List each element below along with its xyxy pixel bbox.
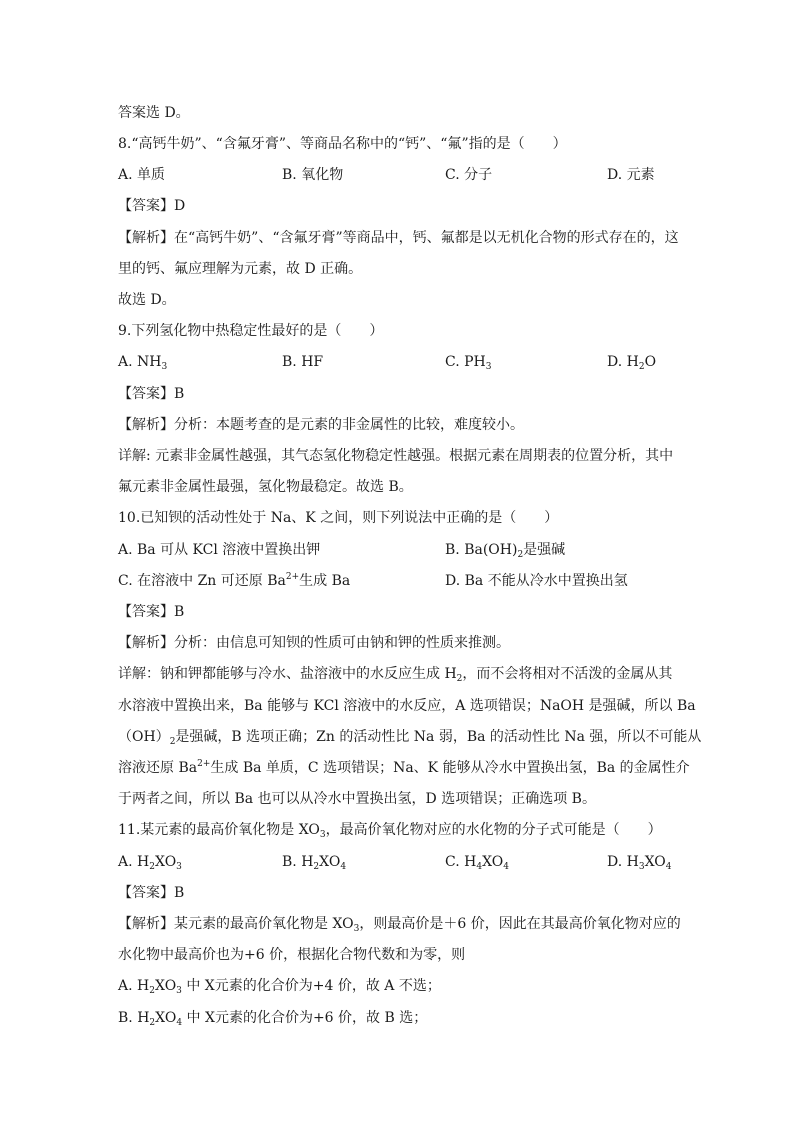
previous-conclusion: 答案选 D。 bbox=[118, 105, 190, 121]
q11-analysis-line2: 水化物中最高价也为+6 价，根据化合物代数和为零，则 bbox=[118, 947, 466, 963]
q10-option-a: A. Ba 可从 KCl 溶液中置换出钾 bbox=[118, 542, 321, 558]
q10-detail-line5: 于两者之间，所以 Ba 也可以从冷水中置换出氢，D 选项错误；正确选项 B。 bbox=[118, 791, 596, 807]
q8-conclusion: 故选 D。 bbox=[118, 292, 176, 308]
q8-option-b: B. 氧化物 bbox=[282, 167, 344, 183]
q8-analysis-line2: 里的钙、氟应理解为元素，故 D 正确。 bbox=[118, 261, 363, 277]
q11-option-c: C. $H_4XO_4$ bbox=[445, 854, 509, 872]
q11-option-d: D. $H_3XO_4$ bbox=[607, 854, 672, 872]
q9-analysis: 【解析】分析：本题考查的是元素的非金属性的比较，难度较小。 bbox=[118, 417, 524, 433]
q11-analysis-option-b: B. $H_2XO_4$ 中 X元素的化合价为+6 价，故 B 选； bbox=[118, 1010, 428, 1028]
q9-option-b: B. HF bbox=[282, 354, 324, 370]
q11-option-a: A. $H_2XO_3$ bbox=[118, 854, 182, 872]
q10-detail-line2: 水溶液中置换出来，Ba 能够与 KCl 溶液中的水反应，A 选项错误；NaOH 是强碱，所以 Ba bbox=[118, 698, 696, 714]
q8-stem: 8.“高钙牛奶”、“含氟牙膏”、等商品名称中的“钙”、“氟”指的是（ ） bbox=[118, 136, 567, 152]
q11-analysis-option-a: A. $H_2XO_3$ 中 X元素的化合价为+4 价，故 A 不选； bbox=[118, 978, 441, 996]
q11-stem: 11.某元素的最高价氧化物是 $XO_3$，最高价氧化物对应的水化物的分子式可能是（ ） bbox=[118, 822, 662, 840]
q11-analysis-line1: 【解析】某元素的最高价氧化物是 $XO_3$，则最高价是＋6 价，因此在其最高价氧化物对应的 bbox=[118, 916, 681, 934]
q8-option-d: D. 元素 bbox=[607, 167, 655, 183]
q10-stem: 10.已知钡的活动性处于 Na、K 之间，则下列说法中正确的是（ ） bbox=[118, 510, 559, 526]
q9-stem: 9.下列氢化物中热稳定性最好的是（ ） bbox=[118, 323, 384, 339]
q10-analysis: 【解析】分析：由信息可知钡的性质可由钠和钾的性质来推测。 bbox=[118, 635, 510, 651]
q10-answer: 【答案】B bbox=[118, 604, 185, 620]
q11-option-b: B. $H_2XO_4$ bbox=[282, 854, 347, 872]
q8-analysis-line1: 【解析】在“高钙牛奶”、“含氟牙膏”等商品中，钙、氟都是以无机化合物的形式存在的，这 bbox=[118, 230, 679, 246]
q8-answer: 【答案】D bbox=[118, 198, 186, 214]
q9-answer: 【答案】B bbox=[118, 386, 185, 402]
q10-detail-line4: 溶液还原 $Ba^{2+}$生成 Ba 单质，C 选项错误；Na、K 能够从冷水中置换出氢，Ba 的金属性介 bbox=[118, 759, 690, 776]
q11-answer: 【答案】B bbox=[118, 885, 185, 901]
q10-option-b: B. $Ba(OH)_2$是强碱 bbox=[445, 542, 566, 560]
q10-option-d: D. Ba 不能从冷水中置换出氢 bbox=[445, 573, 628, 589]
q10-option-c: C. 在溶液中 Zn 可还原 $Ba^{2+}$生成 Ba bbox=[118, 572, 351, 589]
q8-option-c: C. 分子 bbox=[445, 167, 493, 183]
q9-detail-line2: 氟元素非金属性最强，氢化物最稳定。故选 B。 bbox=[118, 479, 413, 495]
q10-detail-line3: $(OH)_2$是强碱，B 选项正确；Zn 的活动性比 Na 弱，Ba 的活动性比 Na 强，所以不可能从 bbox=[118, 729, 702, 747]
q9-option-c: C. $PH_3$ bbox=[445, 354, 492, 372]
q10-detail-line1: 详解：钠和钾都能够与冷水、盐溶液中的水反应生成 $H_2$，而不会将相对不活泼的金属从其 bbox=[118, 666, 673, 684]
q8-option-a: A. 单质 bbox=[118, 167, 166, 183]
q9-option-d: D. $H_2O$ bbox=[607, 354, 657, 372]
q9-option-a: A. $NH_3$ bbox=[118, 354, 168, 372]
q9-detail-line1: 详解: 元素非金属性越强，其气态氢化物稳定性越强。根据元素在周期表的位置分析，其中 bbox=[118, 448, 674, 464]
